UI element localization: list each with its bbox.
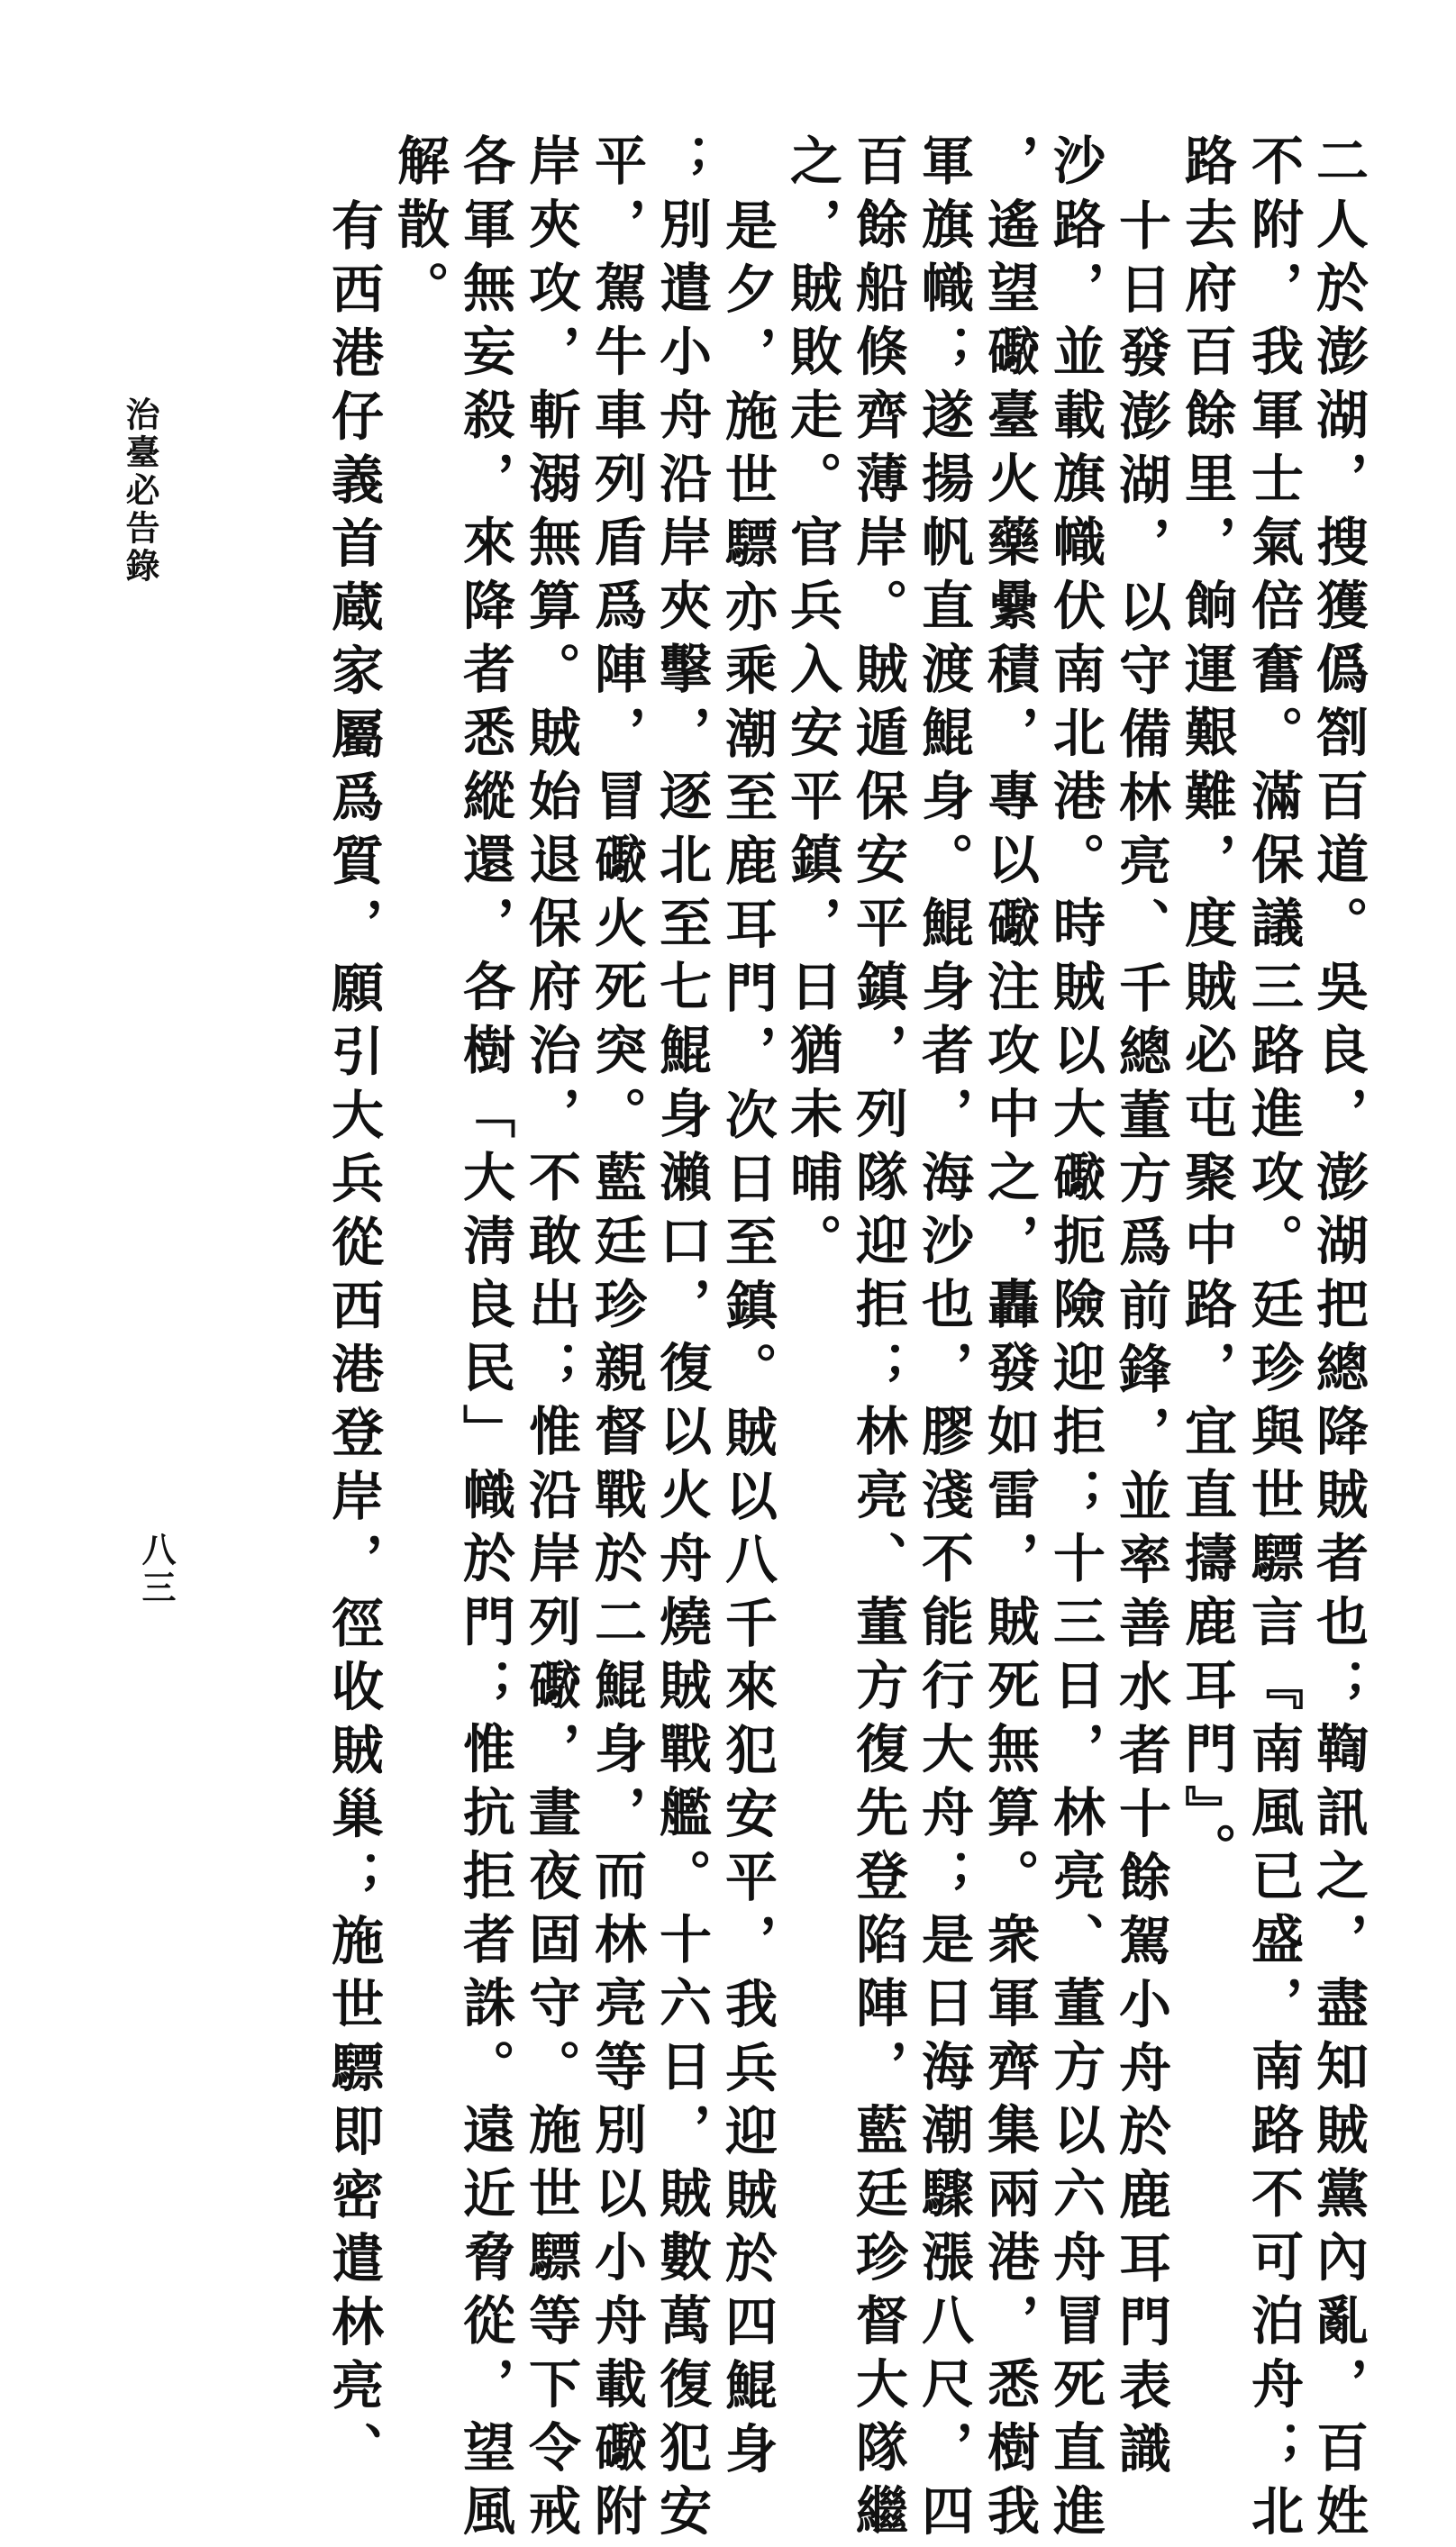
text-column-10: 是夕，施世驃亦乘潮至鹿耳門，次日至鎮。賊以八千來犯安平，我兵迎賊於四鯤身 xyxy=(716,198,778,2485)
text-column-8: 百餘船倏齊薄岸。賊遁保安平鎮，列隊迎拒；林亮、董方復先登陷陣，藍廷珍督大隊繼 xyxy=(847,133,908,2547)
text-column-14: 各軍無妄殺，來降者悉縱還，各樹「大淸良民」幟於門；惟抗拒者誅。遠近脅從，望風 xyxy=(454,133,515,2547)
text-column-6: ，遙望礮臺火藥纍積，專以礮注攻中之，轟發如雷，賊死無算。衆軍齊集兩港，悉樹我 xyxy=(978,133,1040,2547)
page-number: 八三 xyxy=(136,1532,177,1607)
text-column-7: 軍旗幟；遂揚帆直渡鯤身。鯤身者，海沙也，膠淺不能行大舟；是日海潮驟漲八尺，四 xyxy=(913,133,974,2547)
text-column-16: 有西港仔義首蔵家屬爲質，願引大兵從西港登岸，徑收賊巢；施世驃即密遣林亮、 xyxy=(323,198,384,2485)
text-column-3: 路去府百餘里，餉運艱難，度賊必屯聚中路，宜直擣鹿耳門』。 xyxy=(1176,133,1237,1886)
book-title-header: 治臺必告錄 xyxy=(120,396,160,586)
text-column-5: 沙路，並載旗幟伏南北港。時賊以大礮扼險迎拒；十三日，林亮、董方以六舟冒死直進 xyxy=(1044,133,1106,2547)
text-column-11: ；別遣小舟沿岸夾擊，逐北至七鯤身瀨口，復以火舟燒賊戰艦。十六日，賊數萬復犯安 xyxy=(651,133,712,2547)
text-column-15: 解散。 xyxy=(388,133,450,324)
text-column-9: 之，賊敗走。官兵入安平鎮，日猶未晡。 xyxy=(781,133,842,1277)
text-column-1: 二人於澎湖，搜獲僞劄百道。吳良，澎湖把總降賊者也；鞫訊之，盡知賊黨內亂，百姓 xyxy=(1307,133,1369,2547)
text-column-4: 十日發澎湖，以守備林亮、千總董方爲前鋒，並率善水者十餘駕小舟於鹿耳門表識 xyxy=(1110,198,1171,2485)
text-column-12: 平，駕牛車列盾爲陣，冒礮火死突。藍廷珍親督戰於二鯤身，而林亮等別以小舟載礮附 xyxy=(586,133,647,2547)
text-column-13: 岸夾攻，斬溺無算。賊始退保府治，不敢出；惟沿岸列礮，晝夜固守。施世驃等下令戒 xyxy=(520,133,581,2547)
text-column-2: 不附，我軍士氣倍奮。滿保議三路進攻。廷珍與世驃言『南風已盛，南路不可泊舟；北 xyxy=(1242,133,1304,2547)
